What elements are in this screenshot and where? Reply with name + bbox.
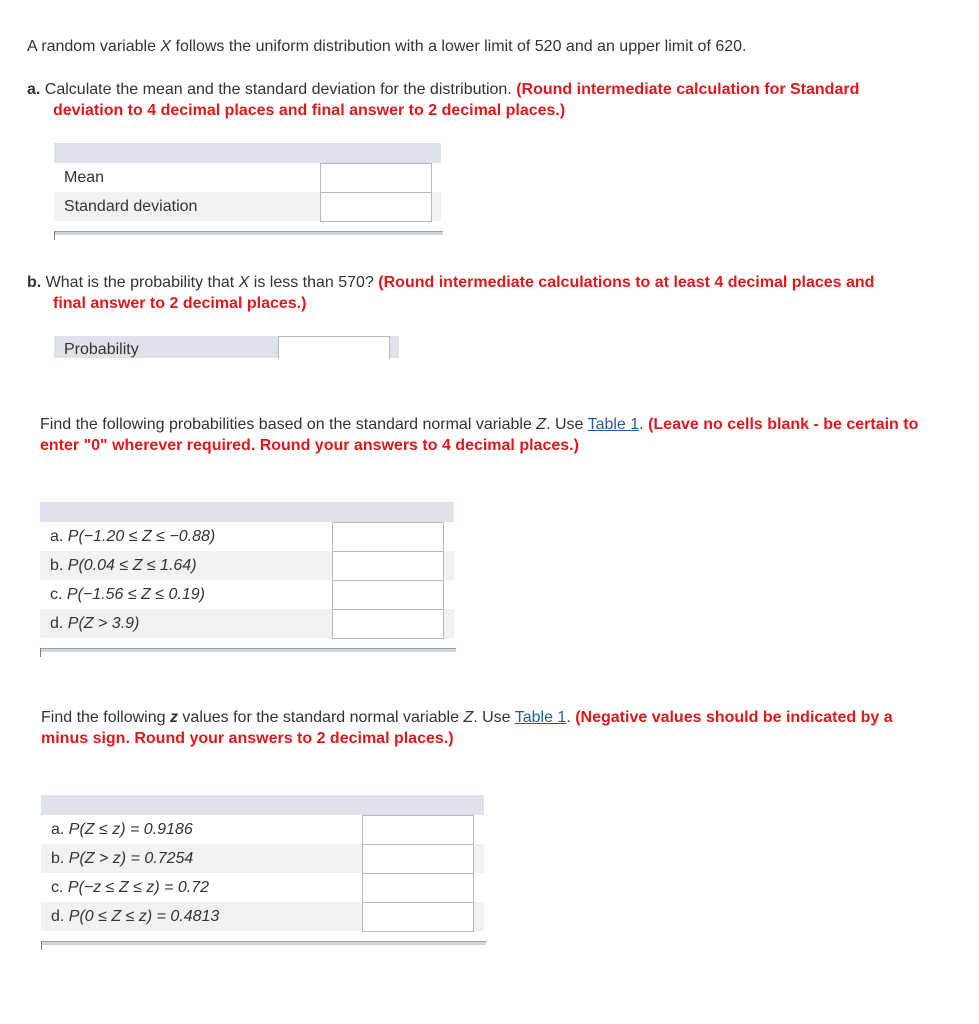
row-expression: P(−1.20 ≤ Z ≤ −0.88) [67,528,216,545]
sd-input[interactable] [320,192,432,222]
section3-text-2: values for the standard normal variable [177,709,464,726]
z-d-input[interactable] [362,902,474,932]
z-c-input[interactable] [362,873,474,903]
part-b-question [27,272,897,314]
variable-x: X [160,38,172,55]
table3-row-c [41,873,362,902]
row-prefix: a. [50,528,68,545]
section2-text-1: Find the following probabilities based on the standard normal variable [40,416,537,433]
part-a-label: a. [27,81,41,98]
part-b-text-2: is less than 570? [249,274,379,291]
z-b-input[interactable] [362,844,474,874]
mean-input[interactable] [320,163,432,193]
row-prefix: b. [50,557,68,574]
section2-text-3: . [639,416,649,433]
row-expression: P(0.04 ≤ Z ≤ 1.64) [67,557,197,574]
row-prefix: b. [51,850,69,867]
sd-label: Standard deviation [64,198,198,215]
table1-link[interactable]: Table 1 [514,709,567,726]
z-a-input[interactable] [362,815,474,845]
row-expression: P(−z ≤ Z ≤ z) = 0.72 [67,879,210,896]
prob-c-input[interactable] [332,580,444,610]
table-a-row-mean [54,163,320,192]
probability-input[interactable] [278,336,390,359]
row-prefix: d. [50,615,68,632]
table2-row-a [40,522,332,551]
table3-header [41,795,484,815]
mean-label: Mean [64,169,105,186]
variable-z-lower: z [169,709,178,726]
prob-d-input[interactable] [332,609,444,639]
part-a-instruction: (Round intermediate calculation for Standard deviation to 4 decimal places and final answer to 2 decimal places.) [53,81,860,119]
table3-footer-tick [41,941,42,950]
row-prefix: a. [51,821,69,838]
row-prefix: c. [51,879,68,896]
variable-x: X [238,274,250,291]
intro-text [27,36,947,57]
table2-footer-tick [40,648,41,657]
section3-text-1: Find the following [41,709,170,726]
section2-question [40,414,920,456]
table3-row-a [41,815,362,844]
intro-text-1: A random variable [27,38,161,55]
section3-text-3: . Use [473,709,515,726]
table2-header [40,502,454,522]
table-a-row-sd [54,192,320,221]
probability-label: Probability [64,341,139,358]
row-expression: P(Z > z) = 0.7254 [68,850,194,867]
row-prefix: d. [51,908,69,925]
section2-text-2: . Use [546,416,588,433]
part-b-instruction: (Round intermediate calculations to at least 4 decimal places and final answer to 2 decimal places.) [53,274,875,312]
variable-z: Z [463,709,474,726]
section3-question [41,707,921,749]
part-a-question [27,79,897,121]
part-b-text-1: What is the probability that [41,274,239,291]
table-a-footer [54,231,443,235]
row-expression: P(−1.56 ≤ Z ≤ 0.19) [66,586,205,603]
table2-row-c [40,580,332,609]
table2-footer [40,648,456,652]
section3-instruction: (Negative values should be indicated by a minus sign. Round your answers to 2 decimal places.) [41,709,893,747]
row-expression: P(Z ≤ z) = 0.9186 [68,821,193,838]
section3-text-4: . [566,709,576,726]
table1-link[interactable]: Table 1 [587,416,640,433]
part-a-text: Calculate the mean and the standard deviation for the distribution. [40,81,517,98]
row-expression: P(Z > 3.9) [67,615,140,632]
prob-b-input[interactable] [332,551,444,581]
part-b-label: b. [27,274,42,291]
prob-a-input[interactable] [332,522,444,552]
table-a-footer-tick [54,231,55,240]
table3-footer [41,941,486,945]
table-a-header [54,143,441,163]
variable-z: Z [536,416,547,433]
row-expression: P(0 ≤ Z ≤ z) = 0.4813 [68,908,220,925]
row-prefix: c. [50,586,67,603]
intro-text-2: follows the uniform distribution with a lower limit of 520 and an upper limit of 620. [171,38,747,55]
section2-instruction: (Leave no cells blank - be certain to enter "0" wherever required. Round your answers to 4 decimal places.) [40,416,919,454]
